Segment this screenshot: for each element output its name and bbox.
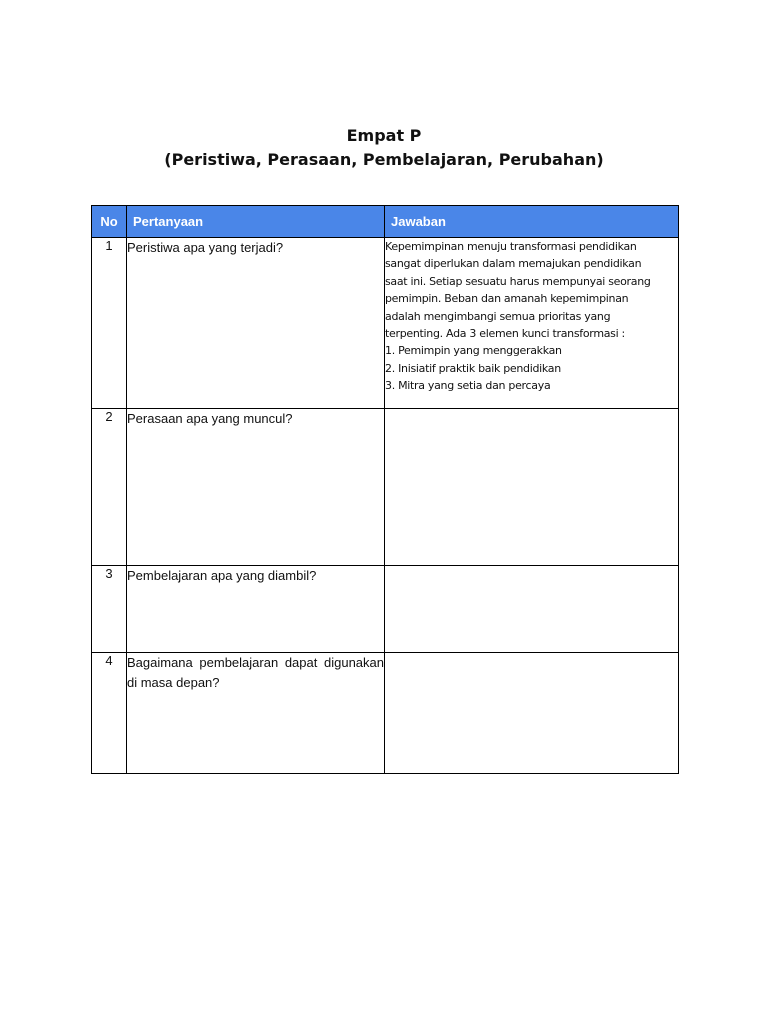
table-row [92, 238, 679, 409]
row-number: 2 [92, 409, 127, 566]
answer-line: pemimpin. Beban dan amanah kepemimpinan [385, 292, 629, 306]
answer-line: sangat diperlukan dalam memajukan pendidikan [385, 257, 642, 271]
answer-cell[interactable] [385, 409, 679, 566]
answer-cell[interactable] [385, 238, 679, 409]
answer-cell[interactable] [385, 653, 679, 774]
document-title [0, 124, 768, 172]
question-cell: Bagaimana pembelajaran dapat digunakan di masa depan? [127, 653, 385, 774]
table-row [92, 653, 679, 774]
row-number: 1 [92, 238, 127, 409]
row-number: 4 [92, 653, 127, 774]
question-cell: Perasaan apa yang muncul? [127, 409, 385, 566]
answer-list-item: 1. Pemimpin yang menggerakkan [385, 344, 562, 358]
reflection-table [91, 205, 679, 774]
table-row [92, 566, 679, 653]
answer-line: adalah mengimbangi semua prioritas yang [385, 309, 611, 323]
header-question: Pertanyaan [127, 206, 385, 238]
title-line-1: Empat P [346, 126, 422, 145]
answer-line: Kepemimpinan menuju transformasi pendidikan [385, 240, 637, 253]
answer-list-item: 2. Inisiatif praktik baik pendidikan [385, 361, 561, 375]
question-cell: Peristiwa apa yang terjadi? [127, 238, 385, 409]
title-line-2: (Peristiwa, Perasaan, Pembelajaran, Perubahan) [164, 150, 604, 169]
answer-line: saat ini. Setiap sesuatu harus mempunyai seorang [385, 274, 651, 288]
table-header-row [92, 206, 679, 238]
row-number: 3 [92, 566, 127, 653]
header-no: No [92, 206, 127, 238]
answer-list-item: 3. Mitra yang setia dan percaya [385, 379, 551, 393]
table-row [92, 409, 679, 566]
answer-cell[interactable] [385, 566, 679, 653]
header-answer: Jawaban [385, 206, 679, 238]
question-cell: Pembelajaran apa yang diambil? [127, 566, 385, 653]
answer-line: terpenting. Ada 3 elemen kunci transformasi : [385, 327, 625, 341]
